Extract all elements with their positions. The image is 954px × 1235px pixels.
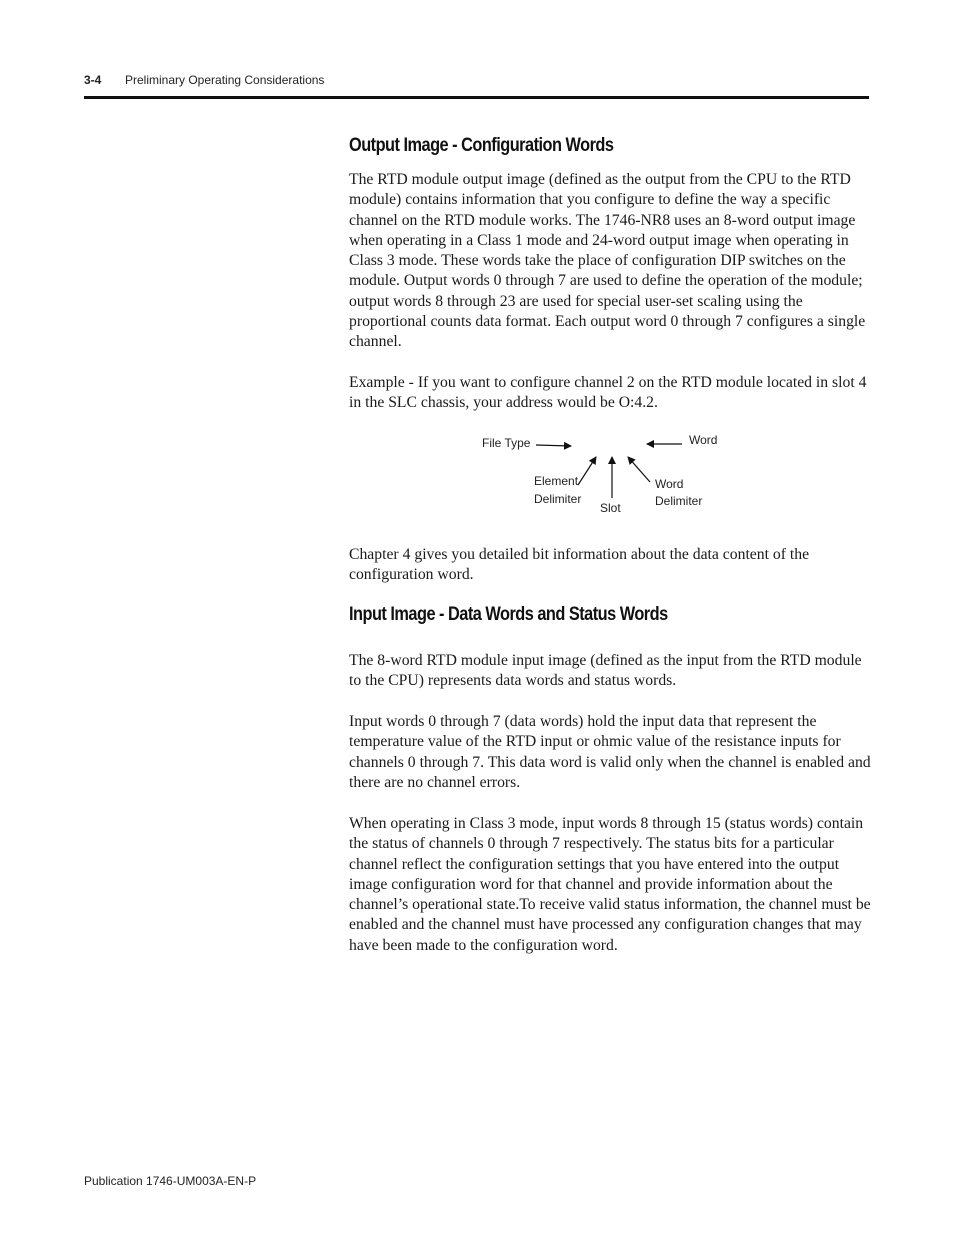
page-header <box>84 73 325 87</box>
label-word-delimiter: Delimiter <box>655 494 703 508</box>
footer-publication: Publication 1746-UM003A-EN-P <box>84 1174 257 1188</box>
paragraph-input-image-intro: The 8-word RTD module input image (defined as the input from the RTD module to the CPU) represents data words and status words. <box>349 652 862 690</box>
file-type-arrow <box>536 445 571 446</box>
paragraph-address-example: Example - If you want to configure channel 2 on the RTD module located in slot 4 in the SLC chassis, your address would be O:4.2. <box>349 374 867 412</box>
word-delimiter-arrow <box>628 457 650 482</box>
label-file-type: File Type <box>482 436 531 450</box>
label-element-delimiter: Delimiter <box>534 492 582 506</box>
paragraph-status-words: When operating in Class 3 mode, input words 8 through 15 (status words) contain the status of channels 0 through 7 respectively. The status bits for a particular channel reflect the configuration settings that you have entered into the output image configuration word for that channel and provide information about the channel’s operational state.To receive valid status information, the channel must be enabled and the channel must have processed any configuration changes that may have been made to the configuration word. <box>349 815 871 954</box>
label-slot: Slot <box>600 501 621 515</box>
address-diagram <box>470 428 740 528</box>
page-number: 3-4 <box>84 73 102 87</box>
paragraph-output-image-intro: The RTD module output image (defined as the output from the CPU to the RTD module) contains information that you configure to define the way a specific channel on the RTD module works. The 1746-NR8 uses an 8-word output image when operating in a Class 1 mode and 24-word output image when operating in Class 3 mode. These words take the place of configuration DIP switches on the module. Output words 0 through 7 are used to define the operation of the module; output words 8 through 23 are used for special user-set scaling using the proportional counts data format. Each output word 0 through 7 configures a single channel. <box>349 171 866 351</box>
element-delimiter-arrow <box>578 457 596 485</box>
paragraph-data-words: Input words 0 through 7 (data words) hold the input data that represent the temperature value of the RTD input or ohmic value of the resistance inputs for channels 0 through 7. This data word is valid only when the channel is enabled and there are no channel errors. <box>349 713 871 791</box>
section-heading-input-image: Input Image - Data Words and Status Words <box>349 604 668 625</box>
label-element: Element <box>534 474 579 488</box>
section-heading-output-image: Output Image - Configuration Words <box>349 135 614 156</box>
header-rule <box>84 96 869 99</box>
chapter-title: Preliminary Operating Considerations <box>125 73 325 87</box>
label-word-2: Word <box>655 477 684 491</box>
label-word: Word <box>689 433 718 447</box>
paragraph-chapter4-reference: Chapter 4 gives you detailed bit information about the data content of the configuration word. <box>349 546 810 584</box>
